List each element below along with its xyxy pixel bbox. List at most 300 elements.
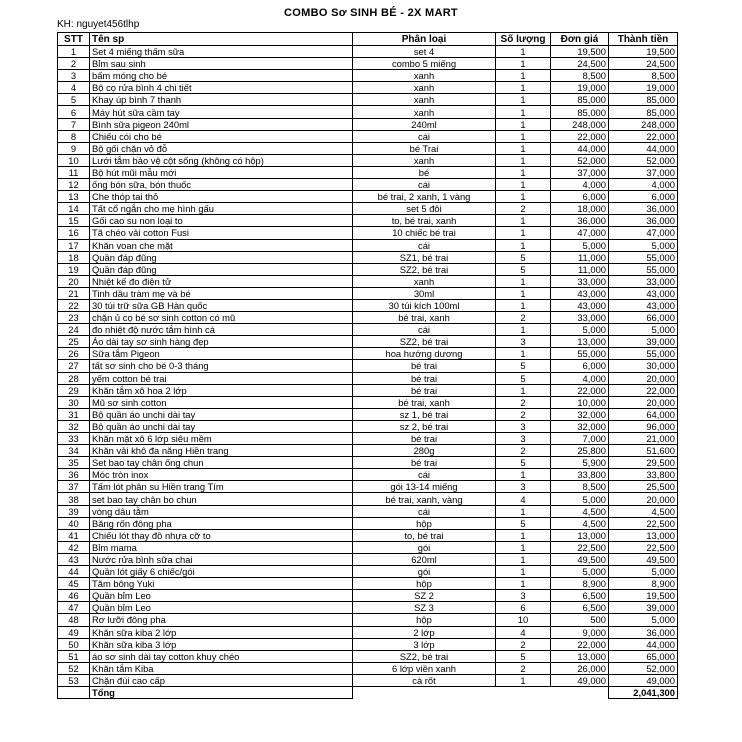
table-row [58,662,678,674]
row-qty: 1 [496,166,551,178]
table-row [58,529,678,541]
row-total: 44,000 [609,142,678,154]
row-stt: 24 [58,324,90,336]
row-qty: 2 [496,445,551,457]
row-stt: 41 [58,529,90,541]
row-qty: 1 [496,70,551,82]
table-row [58,481,678,493]
row-total: 22,500 [609,541,678,553]
row-price: 5,900 [551,457,609,469]
row-price: 22,000 [551,638,609,650]
table-row [58,408,678,420]
row-price: 33,800 [551,469,609,481]
row-stt: 48 [58,614,90,626]
table-row [58,58,678,70]
row-type: cái [353,179,496,191]
row-qty: 3 [496,481,551,493]
row-price: 13,000 [551,529,609,541]
row-qty: 2 [496,638,551,650]
row-qty: 5 [496,650,551,662]
row-total: 85,000 [609,106,678,118]
table-row [58,215,678,227]
row-name: Gối cao su non loại to [90,215,353,227]
table-row [58,324,678,336]
row-price: 5,000 [551,324,609,336]
row-name: Khăn sữa kiba 2 lớp [90,626,353,638]
row-price: 43,000 [551,287,609,299]
row-type: to, bé trai [353,529,496,541]
row-qty: 1 [496,566,551,578]
row-total: 5,000 [609,324,678,336]
row-price: 5,000 [551,239,609,251]
row-name: vòng dâu tằm [90,505,353,517]
row-price: 26,000 [551,662,609,674]
row-total: 47,000 [609,227,678,239]
row-total: 43,000 [609,299,678,311]
header-name: Tên sp [90,33,353,46]
row-total: 20,000 [609,372,678,384]
row-price: 4,000 [551,179,609,191]
document-title: COMBO Sơ SINH BÉ - 2X MART [284,7,458,19]
row-stt: 52 [58,662,90,674]
row-name: Tấm lót phân su Hiền trang Tím [90,481,353,493]
table-body [58,46,678,687]
table-row [58,372,678,384]
row-name: Nhiệt kế đo điện tử [90,275,353,287]
row-qty: 1 [496,94,551,106]
row-total: 19,000 [609,82,678,94]
row-name: Máy hút sữa cầm tay [90,106,353,118]
row-type: 3 lớp [353,638,496,650]
row-total: 49,500 [609,553,678,565]
row-qty: 3 [496,433,551,445]
row-qty: 1 [496,239,551,251]
row-price: 4,500 [551,517,609,529]
row-name: Quần bỉm Leo [90,590,353,602]
row-price: 24,500 [551,58,609,70]
row-stt: 5 [58,94,90,106]
row-stt: 13 [58,191,90,203]
row-name: bấm móng cho bé [90,70,353,82]
row-stt: 37 [58,481,90,493]
row-stt: 16 [58,227,90,239]
row-total: 52,000 [609,662,678,674]
row-type: cái [353,324,496,336]
table-row [58,130,678,142]
order-table [57,32,678,699]
table-row [58,541,678,553]
row-type: bé trai, xanh, vàng [353,493,496,505]
row-stt: 49 [58,626,90,638]
row-name: Khăn voan che mặt [90,239,353,251]
table-row [58,166,678,178]
row-name: áo sơ sinh dài tay cotton khuy chéo [90,650,353,662]
row-price: 500 [551,614,609,626]
row-stt: 6 [58,106,90,118]
table-row [58,106,678,118]
row-price: 33,000 [551,275,609,287]
row-total: 20,000 [609,493,678,505]
row-stt: 18 [58,251,90,263]
row-qty: 1 [496,384,551,396]
row-qty: 2 [496,312,551,324]
row-qty: 3 [496,590,551,602]
row-type: SZ2, bé trai [353,263,496,275]
row-name: đo nhiệt độ nước tắm hình cá [90,324,353,336]
row-price: 6,000 [551,360,609,372]
total-blank [496,686,551,698]
row-name: Set bao tay chân ống chun [90,457,353,469]
row-type: 6 lớp viền xanh [353,662,496,674]
row-type: cái [353,130,496,142]
row-stt: 2 [58,58,90,70]
row-type: bé trai [353,360,496,372]
grand-total-value: 2,041,300 [609,686,678,698]
row-stt: 43 [58,553,90,565]
row-type: bé trai, 2 xanh, 1 vàng [353,191,496,203]
header-qty: Số lượng [496,33,551,46]
row-name: Quần đáp đũng [90,251,353,263]
row-type: SZ 2 [353,590,496,602]
row-name: Tinh dầu tràm mẹ và bé [90,287,353,299]
row-name: yếm cotton bé trai [90,372,353,384]
row-total: 22,000 [609,384,678,396]
row-qty: 10 [496,614,551,626]
row-total: 39,000 [609,336,678,348]
row-qty: 1 [496,324,551,336]
row-qty: 1 [496,142,551,154]
row-name: Khăn tắm Kiba [90,662,353,674]
row-name: Chiếu cói cho bé [90,130,353,142]
row-price: 19,000 [551,82,609,94]
row-price: 49,000 [551,674,609,686]
row-price: 5,000 [551,493,609,505]
row-type: bé trai [353,457,496,469]
row-price: 36,000 [551,215,609,227]
row-price: 11,000 [551,251,609,263]
row-stt: 29 [58,384,90,396]
row-stt: 28 [58,372,90,384]
row-stt: 50 [58,638,90,650]
table-row [58,445,678,457]
row-price: 52,000 [551,154,609,166]
row-total: 55,000 [609,263,678,275]
row-total: 85,000 [609,94,678,106]
row-qty: 1 [496,130,551,142]
table-row [58,227,678,239]
row-stt: 1 [58,46,90,58]
row-stt: 19 [58,263,90,275]
row-qty: 5 [496,457,551,469]
row-type: SZ 3 [353,602,496,614]
row-type: hộp [353,517,496,529]
row-price: 37,000 [551,166,609,178]
row-stt: 36 [58,469,90,481]
row-total: 43,000 [609,287,678,299]
row-price: 44,000 [551,142,609,154]
row-name: Che thóp tai thỏ [90,191,353,203]
row-type: SZ2, bé trai [353,650,496,662]
row-total: 55,000 [609,348,678,360]
row-total: 29,500 [609,457,678,469]
table-row [58,154,678,166]
table-row [58,336,678,348]
row-type: bé trai, xanh [353,396,496,408]
row-name: Quần lót giấy 6 chiếc/gói [90,566,353,578]
row-type: bé Trai [353,142,496,154]
row-stt: 47 [58,602,90,614]
row-stt: 4 [58,82,90,94]
row-stt: 3 [58,70,90,82]
row-type: sz 2, bé trai [353,420,496,432]
table-row [58,142,678,154]
row-qty: 1 [496,541,551,553]
row-price: 22,000 [551,384,609,396]
row-qty: 1 [496,578,551,590]
row-price: 6,500 [551,590,609,602]
row-stt: 22 [58,299,90,311]
row-name: Khăn mặt xô 6 lớp siêu mềm [90,433,353,445]
row-stt: 15 [58,215,90,227]
row-type: bé trai [353,433,496,445]
row-type: cái [353,505,496,517]
row-price: 33,000 [551,312,609,324]
row-type: 30 túi kích 100ml [353,299,496,311]
row-price: 25,800 [551,445,609,457]
row-total: 6,000 [609,191,678,203]
row-price: 32,000 [551,420,609,432]
header-stt: STT [58,33,90,46]
row-price: 55,000 [551,348,609,360]
table-row [58,614,678,626]
row-type: bé trai [353,372,496,384]
row-type: set 4 [353,46,496,58]
table-row [58,82,678,94]
row-type: xanh [353,94,496,106]
row-qty: 1 [496,529,551,541]
row-name: Bộ gối chặn vỏ đỗ [90,142,353,154]
row-qty: 6 [496,602,551,614]
row-price: 13,000 [551,650,609,662]
row-total: 8,900 [609,578,678,590]
row-price: 32,000 [551,408,609,420]
row-name: Bộ quần áo unchi dài tay [90,420,353,432]
row-total: 5,000 [609,614,678,626]
row-stt: 35 [58,457,90,469]
row-total: 30,000 [609,360,678,372]
row-price: 6,500 [551,602,609,614]
row-total: 5,000 [609,566,678,578]
row-qty: 1 [496,287,551,299]
row-type: 240ml [353,118,496,130]
row-stt: 30 [58,396,90,408]
table-row [58,590,678,602]
row-qty: 1 [496,227,551,239]
row-total: 248,000 [609,118,678,130]
row-type: xanh [353,154,496,166]
row-name: Khăn vải khô đa năng Hiền trang [90,445,353,457]
table-row [58,312,678,324]
row-qty: 3 [496,336,551,348]
row-name: chặn ủ cọ bé sơ sinh cotton có mũ [90,312,353,324]
row-total: 13,000 [609,529,678,541]
table-row [58,626,678,638]
row-type: gói 13-14 miếng [353,481,496,493]
row-qty: 2 [496,396,551,408]
row-total: 37,000 [609,166,678,178]
row-price: 10,000 [551,396,609,408]
row-stt: 46 [58,590,90,602]
table-row [58,251,678,263]
row-type: 2 lớp [353,626,496,638]
row-name: Rơ lưỡi đông pha [90,614,353,626]
row-total: 49,000 [609,674,678,686]
table-row [58,191,678,203]
row-name: Băng rốn đông pha [90,517,353,529]
row-qty: 1 [496,299,551,311]
table-row [58,299,678,311]
row-price: 85,000 [551,94,609,106]
row-total: 22,500 [609,517,678,529]
row-qty: 1 [496,215,551,227]
row-qty: 2 [496,662,551,674]
row-total: 44,000 [609,638,678,650]
table-row [58,517,678,529]
row-total: 20,000 [609,396,678,408]
total-row-stt [58,686,90,698]
row-price: 4,500 [551,505,609,517]
row-name: Quần bỉm Leo [90,602,353,614]
header-price: Đơn giá [551,33,609,46]
row-type: xanh [353,82,496,94]
row-price: 4,000 [551,372,609,384]
row-price: 18,000 [551,203,609,215]
row-qty: 1 [496,553,551,565]
row-stt: 11 [58,166,90,178]
row-stt: 44 [58,566,90,578]
row-qty: 1 [496,469,551,481]
row-name: Lưới tắm bảo vệ cột sống (không có hộp) [90,154,353,166]
row-price: 248,000 [551,118,609,130]
row-qty: 1 [496,154,551,166]
row-qty: 1 [496,82,551,94]
row-total: 19,500 [609,590,678,602]
row-total: 39,000 [609,602,678,614]
row-stt: 38 [58,493,90,505]
row-type: set 5 đôi [353,203,496,215]
row-price: 9,000 [551,626,609,638]
row-stt: 14 [58,203,90,215]
row-total: 52,000 [609,154,678,166]
row-total: 65,000 [609,650,678,662]
row-name: Tăm bông Yuki [90,578,353,590]
row-qty: 1 [496,46,551,58]
row-name: Móc tròn inox [90,469,353,481]
row-qty: 1 [496,191,551,203]
row-stt: 9 [58,142,90,154]
total-blank [551,686,609,698]
row-name: 30 túi trữ sữa GB Hàn quốc [90,299,353,311]
table-row [58,118,678,130]
row-total: 36,000 [609,626,678,638]
row-qty: 2 [496,408,551,420]
total-label: Tổng [90,686,353,698]
row-stt: 34 [58,445,90,457]
row-stt: 27 [58,360,90,372]
row-name: Bỉm sau sinh [90,58,353,70]
row-price: 85,000 [551,106,609,118]
row-stt: 32 [58,420,90,432]
row-price: 8,900 [551,578,609,590]
row-qty: 1 [496,674,551,686]
row-name: Bộ cọ rửa bình 4 chi tiết [90,82,353,94]
row-total: 96,000 [609,420,678,432]
row-qty: 5 [496,263,551,275]
row-price: 5,000 [551,566,609,578]
row-stt: 26 [58,348,90,360]
row-name: Sữa tắm Pigeon [90,348,353,360]
row-name: Chiếu lót thay đồ nhựa cỡ to [90,529,353,541]
row-stt: 25 [58,336,90,348]
row-total: 51,600 [609,445,678,457]
table-row [58,433,678,445]
header-total: Thành tiền [609,33,678,46]
row-price: 22,500 [551,541,609,553]
row-type: bé trai, xanh [353,312,496,324]
row-total: 22,000 [609,130,678,142]
row-qty: 1 [496,118,551,130]
header-row [58,33,678,46]
row-type: xanh [353,106,496,118]
row-total: 25,500 [609,481,678,493]
table-row [58,360,678,372]
row-total: 64,000 [609,408,678,420]
row-price: 7,000 [551,433,609,445]
table-row [58,505,678,517]
row-total: 4,500 [609,505,678,517]
table-row [58,674,678,686]
row-type: 10 chiếc bé trai [353,227,496,239]
row-qty: 5 [496,517,551,529]
total-row [58,686,678,698]
table-row [58,275,678,287]
table-row [58,638,678,650]
row-type: cái [353,239,496,251]
row-name: Bộ quần áo unchi dài tay [90,408,353,420]
row-name: Áo dài tay sơ sinh hàng đẹp [90,336,353,348]
row-total: 8,500 [609,70,678,82]
table-row [58,602,678,614]
row-total: 4,000 [609,179,678,191]
table-row [58,239,678,251]
row-name: tất sơ sinh cho bé 0-3 tháng [90,360,353,372]
table-row [58,46,678,58]
row-price: 8,500 [551,481,609,493]
row-stt: 51 [58,650,90,662]
total-blank [353,686,496,698]
row-name: Chặn đùi cao cấp [90,674,353,686]
row-qty: 5 [496,372,551,384]
row-type: bé [353,166,496,178]
row-qty: 4 [496,626,551,638]
row-type: xanh [353,275,496,287]
row-type: 280g [353,445,496,457]
row-stt: 12 [58,179,90,191]
row-name: Tã chéo vải cotton Fusi [90,227,353,239]
row-qty: 5 [496,251,551,263]
row-name: Bộ hút mũi mẫu mới [90,166,353,178]
row-qty: 3 [496,420,551,432]
